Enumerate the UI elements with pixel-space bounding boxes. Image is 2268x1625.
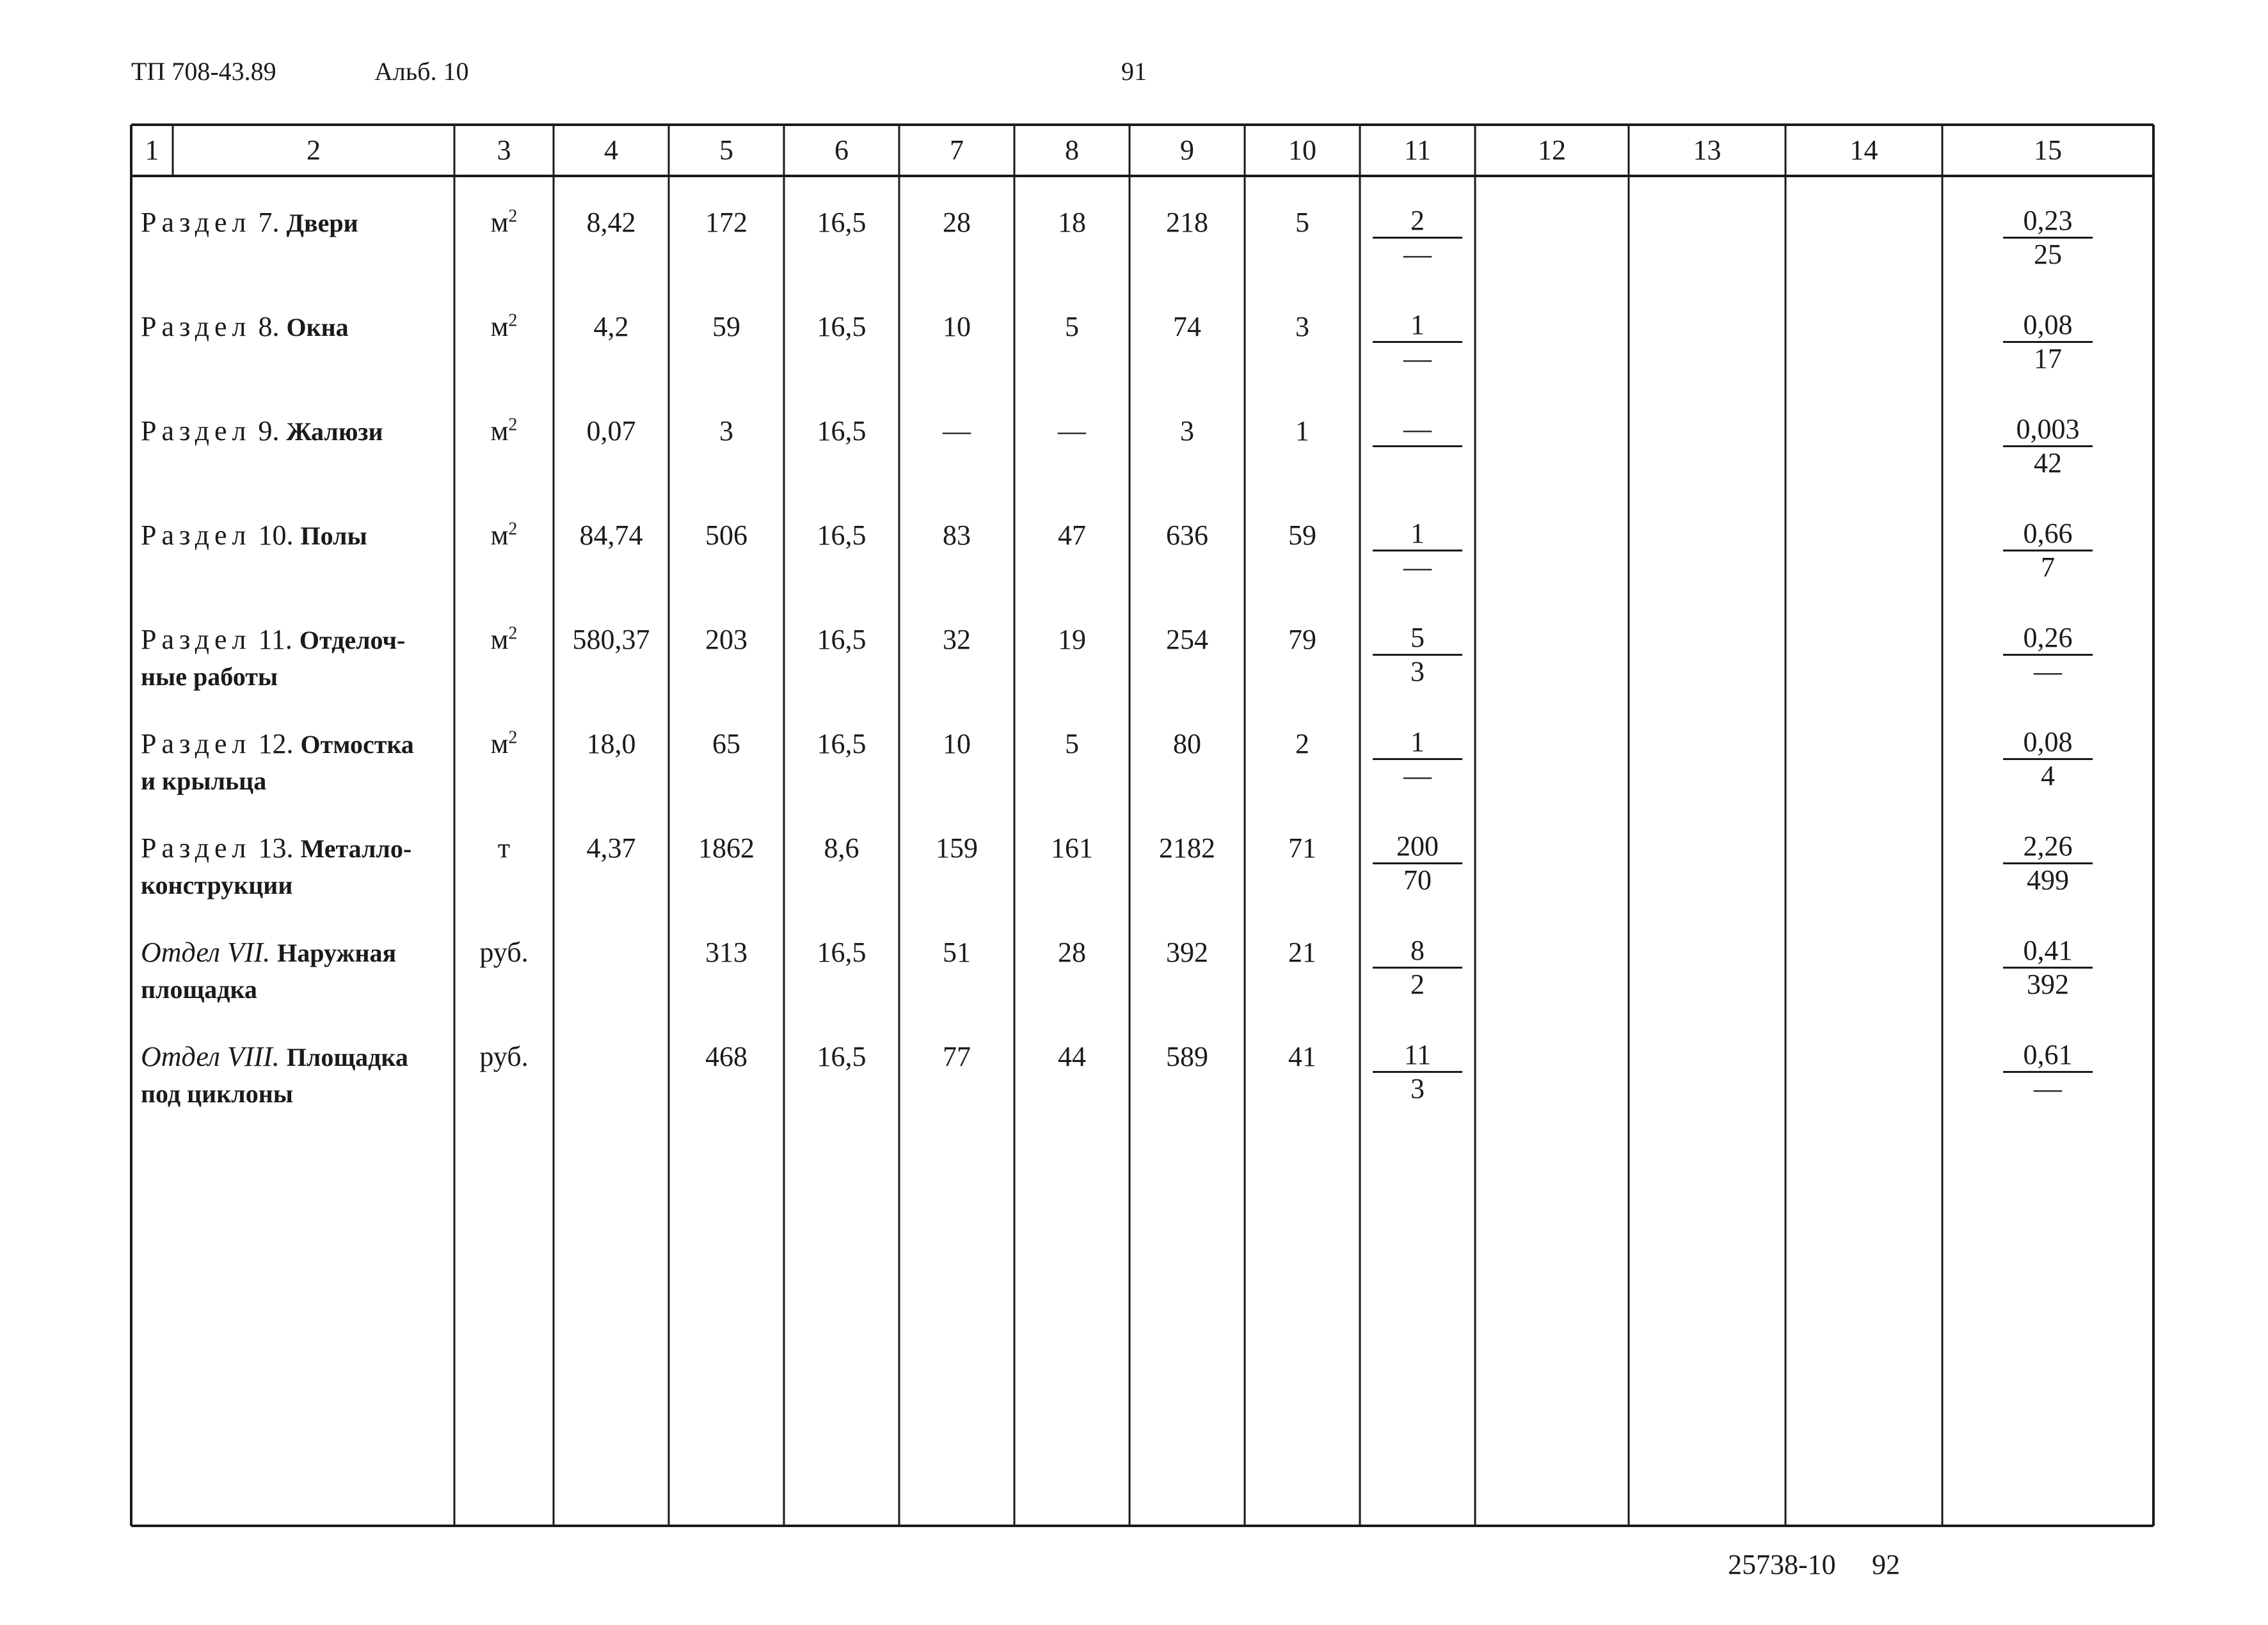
document-code: ТП 708-43.89: [131, 57, 276, 86]
row-label: [141, 726, 454, 799]
row-label-prefix: Отдел: [141, 937, 220, 968]
fraction-cell-col15: [2003, 1039, 2093, 1105]
value-cell-col7: 83: [943, 519, 971, 551]
value-cell-col8: 19: [1058, 624, 1086, 655]
column-number: 5: [719, 134, 733, 166]
value-cell-col9: 80: [1173, 728, 1201, 759]
row-label-number: 11.: [258, 624, 292, 655]
value-cell-col6: 16,5: [817, 415, 866, 447]
fraction-numerator: 1: [1373, 518, 1462, 551]
value-cell-col5: 3: [719, 415, 733, 447]
column-number: 2: [307, 134, 321, 166]
unit-cell: $м^2$: [490, 727, 518, 759]
row-label-name-continued: конструкции: [141, 871, 293, 900]
unit-superscript: 2: [508, 310, 518, 331]
unit-superscript: 2: [508, 727, 518, 748]
value-cell-col10: 59: [1288, 519, 1316, 551]
column-number: 11: [1403, 134, 1432, 166]
fraction-denominator: 17: [2034, 343, 2062, 374]
value-cell-col6: 16,5: [817, 311, 866, 342]
fraction-cell-col11: [1373, 518, 1462, 583]
value-cell-col7: 32: [943, 624, 971, 655]
fraction-cell-col15: [2003, 205, 2093, 271]
fraction-cell-col15: [2003, 518, 2093, 583]
row-label: [141, 1039, 454, 1112]
value-cell-col6: 8,6: [824, 832, 859, 864]
fraction-numerator: 200: [1373, 830, 1462, 864]
row-label-name-continued: под циклоны: [141, 1079, 293, 1108]
fraction-numerator: 1: [1373, 726, 1462, 760]
value-cell-col8: 5: [1065, 728, 1079, 759]
fraction-numerator: 2,26: [2003, 830, 2093, 864]
row-label-number: 13.: [258, 832, 294, 864]
fraction-cell-col15: [2003, 309, 2093, 375]
value-cell-col7: 77: [943, 1041, 971, 1072]
fraction-cell-col15: [2003, 935, 2093, 1001]
fraction-numerator: 5: [1373, 622, 1462, 656]
row-label: [141, 622, 454, 695]
value-cell-col6: 16,5: [817, 624, 866, 655]
fraction-numerator: 0,003: [2003, 413, 2093, 447]
unit-cell: $м^2$: [490, 415, 518, 447]
value-cell-col7: 10: [943, 728, 971, 759]
row-label-name-continued: и крыльца: [141, 766, 267, 795]
row-label-name: Отмостка: [300, 730, 414, 759]
row-label-number: 10.: [258, 519, 294, 551]
value-cell-col10: 71: [1288, 832, 1316, 864]
value-cell-col5: 172: [705, 207, 747, 238]
column-number: 1: [145, 134, 159, 166]
unit-cell: т: [497, 832, 511, 864]
column-number: 8: [1065, 134, 1079, 166]
row-label-prefix: Раздел: [141, 311, 252, 342]
row-label: [141, 205, 454, 241]
value-cell-col8: 161: [1051, 832, 1093, 864]
value-cell-col4: 0,07: [586, 415, 636, 447]
row-label: [141, 309, 454, 345]
fraction-denominator: 392: [2027, 969, 2069, 1000]
page-number: 91: [1121, 57, 1147, 86]
value-cell-col8: 44: [1058, 1041, 1086, 1072]
fraction-cell-col15: [2003, 622, 2093, 688]
value-cell-col7: 159: [936, 832, 978, 864]
value-cell-col5: 1862: [698, 832, 755, 864]
value-cell-col10: 5: [1295, 207, 1309, 238]
value-cell-col10: 3: [1295, 311, 1309, 342]
value-cell-col8: 47: [1058, 519, 1086, 551]
fraction-denominator: —: [1403, 551, 1432, 583]
value-cell-col8: 5: [1065, 311, 1079, 342]
fraction-denominator: 3: [1410, 1073, 1425, 1104]
fraction-cell-col15: [2003, 413, 2093, 479]
value-cell-col6: 16,5: [817, 937, 866, 968]
footer-code: 25738-10: [1728, 1549, 1836, 1580]
row-label-name: Наружная: [277, 939, 397, 967]
column-number: 12: [1538, 134, 1566, 166]
unit-cell: $м^2$: [490, 519, 518, 551]
row-label-prefix: Раздел: [141, 728, 252, 759]
fraction-denominator: 2: [1410, 969, 1425, 1000]
unit-superscript: 2: [508, 519, 518, 539]
value-cell-col5: 506: [705, 519, 747, 551]
album-number: Альб. 10: [374, 57, 469, 86]
value-cell-col6: 16,5: [817, 519, 866, 551]
value-cell-col7: —: [943, 415, 971, 447]
value-cell-col4: 4,2: [593, 311, 629, 342]
value-cell-col4: 8,42: [586, 207, 636, 238]
fraction-denominator: 70: [1403, 864, 1432, 896]
row-label-name: Жалюзи: [286, 417, 383, 446]
fraction-denominator: —: [1403, 760, 1432, 791]
value-cell-col8: 18: [1058, 207, 1086, 238]
row-label-name: Полы: [300, 521, 367, 550]
fraction-cell-col11: [1373, 1039, 1462, 1105]
value-cell-col5: 65: [712, 728, 740, 759]
fraction-numerator: 11: [1373, 1039, 1462, 1073]
fraction-denominator: [1373, 447, 1462, 479]
unit-cell: руб.: [479, 937, 529, 968]
fraction-denominator: —: [2034, 1073, 2062, 1104]
unit-cell: $м^2$: [490, 623, 518, 655]
value-cell-col9: 2182: [1159, 832, 1215, 864]
value-cell-col10: 1: [1295, 415, 1309, 447]
unit-cell: $м^2$: [490, 310, 518, 342]
column-number: 15: [2034, 134, 2062, 166]
fraction-cell-col15: [2003, 830, 2093, 896]
row-label-prefix: Отдел: [141, 1041, 220, 1072]
fraction-denominator: 7: [2041, 551, 2055, 583]
value-cell-col5: 59: [712, 311, 740, 342]
value-cell-col9: 636: [1166, 519, 1208, 551]
value-cell-col9: 392: [1166, 937, 1208, 968]
row-label-number: VIII.: [227, 1041, 280, 1072]
fraction-numerator: 0,08: [2003, 309, 2093, 343]
column-number: 4: [604, 134, 618, 166]
value-cell-col9: 589: [1166, 1041, 1208, 1072]
fraction-denominator: 4: [2041, 760, 2055, 791]
value-cell-col8: 28: [1058, 937, 1086, 968]
row-label-number: 12.: [258, 728, 294, 759]
unit-superscript: 2: [508, 623, 518, 644]
fraction-numerator: 0,61: [2003, 1039, 2093, 1073]
fraction-numerator: 0,26: [2003, 622, 2093, 656]
column-number: 6: [835, 134, 849, 166]
value-cell-col7: 51: [943, 937, 971, 968]
value-cell-col10: 79: [1288, 624, 1316, 655]
value-cell-col6: 16,5: [817, 728, 866, 759]
value-cell-col8: —: [1058, 415, 1086, 447]
value-cell-col9: 3: [1180, 415, 1194, 447]
fraction-numerator: 0,41: [2003, 935, 2093, 969]
fraction-numerator: 0,23: [2003, 205, 2093, 239]
fraction-numerator: —: [1373, 413, 1462, 447]
unit-superscript: 2: [508, 206, 518, 226]
row-label-name: Двери: [286, 209, 358, 237]
fraction-denominator: 42: [2034, 447, 2062, 479]
fraction-numerator: 0,66: [2003, 518, 2093, 551]
value-cell-col10: 41: [1288, 1041, 1316, 1072]
value-cell-col6: 16,5: [817, 207, 866, 238]
fraction-denominator: 499: [2027, 864, 2069, 896]
row-label-prefix: Раздел: [141, 832, 252, 864]
row-label-name: Металло-: [300, 834, 412, 863]
row-label-number: 9.: [258, 415, 280, 447]
row-label-prefix: Раздел: [141, 624, 252, 655]
row-label-name: Окна: [286, 313, 349, 342]
fraction-denominator: —: [1403, 343, 1432, 374]
column-number: 13: [1693, 134, 1721, 166]
row-label-prefix: Раздел: [141, 415, 252, 447]
value-cell-col4: 4,37: [586, 832, 636, 864]
fraction-denominator: 25: [2034, 239, 2062, 270]
row-label-prefix: Раздел: [141, 519, 252, 551]
value-cell-col7: 28: [943, 207, 971, 238]
fraction-cell-col11: [1373, 622, 1462, 688]
row-label-number: 7.: [258, 207, 280, 238]
row-label-number: 8.: [258, 311, 280, 342]
row-label: [141, 830, 454, 903]
fraction-cell-col11: [1373, 935, 1462, 1001]
fraction-cell-col11: [1373, 726, 1462, 792]
value-cell-col9: 218: [1166, 207, 1208, 238]
value-cell-col5: 313: [705, 937, 747, 968]
fraction-denominator: 3: [1410, 656, 1425, 687]
row-label-name: Площадка: [286, 1043, 408, 1072]
column-number: 9: [1180, 134, 1194, 166]
fraction-denominator: —: [1403, 239, 1432, 270]
unit-cell: руб.: [479, 1041, 529, 1072]
value-cell-col5: 468: [705, 1041, 747, 1072]
fraction-cell-col15: [2003, 726, 2093, 792]
fraction-numerator: 1: [1373, 309, 1462, 343]
column-number: 14: [1849, 134, 1878, 166]
fraction-numerator: 2: [1373, 205, 1462, 239]
fraction-cell-col11: [1373, 309, 1462, 375]
row-label: [141, 413, 454, 450]
row-label-prefix: Раздел: [141, 207, 252, 238]
unit-cell: $м^2$: [490, 206, 518, 238]
value-cell-col10: 2: [1295, 728, 1309, 759]
fraction-cell-col11: [1373, 830, 1462, 896]
fraction-cell-col11: [1373, 413, 1462, 479]
value-cell-col4: 84,74: [579, 519, 643, 551]
value-cell-col7: 10: [943, 311, 971, 342]
column-number: 10: [1288, 134, 1316, 166]
row-label-name-continued: ные работы: [141, 662, 278, 691]
value-cell-col9: 74: [1173, 311, 1201, 342]
value-cell-col10: 21: [1288, 937, 1316, 968]
value-cell-col5: 203: [705, 624, 747, 655]
fraction-denominator: —: [2034, 656, 2062, 687]
value-cell-col6: 16,5: [817, 1041, 866, 1072]
value-cell-col9: 254: [1166, 624, 1208, 655]
row-label: [141, 935, 454, 1008]
column-number: 3: [497, 134, 511, 166]
fraction-cell-col11: [1373, 205, 1462, 271]
row-label-number: VII.: [227, 937, 271, 968]
fraction-numerator: 0,08: [2003, 726, 2093, 760]
unit-superscript: 2: [508, 415, 518, 435]
row-label: [141, 518, 454, 554]
value-cell-col4: 18,0: [586, 728, 636, 759]
fraction-numerator: 8: [1373, 935, 1462, 969]
column-number: 7: [950, 134, 964, 166]
row-label-name-continued: площадка: [141, 975, 257, 1004]
footer-page-number: 92: [1872, 1549, 1900, 1580]
row-label-name: Отделоч-: [299, 626, 406, 654]
value-cell-col4: 580,37: [572, 624, 650, 655]
